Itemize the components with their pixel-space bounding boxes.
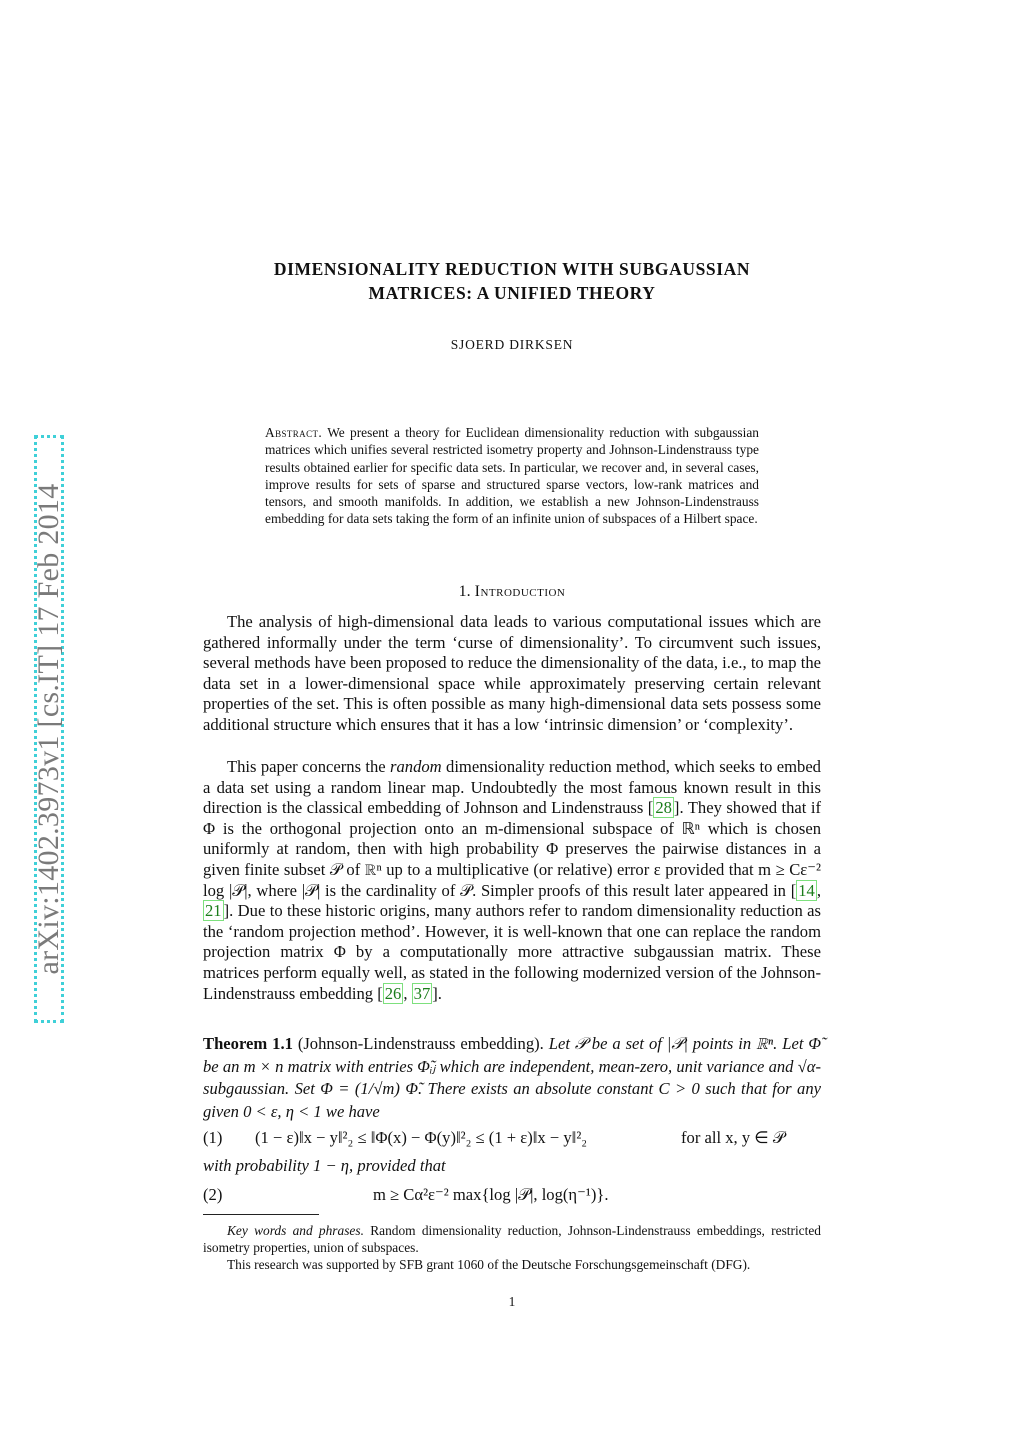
para2-c: . They showed that if Φ is the orthogonal projection onto an m-dimensional subspace of ℝⁿ which is chosen uniformly at random, then with high probability Φ preserves the pairwise distances in a given finite subset 𝒫 of ℝⁿ up to a multiplicative (or relative) error ε provided that m ≥ Cε⁻² log |𝒫|, where |𝒫| is the cardinality of 𝒫. Simpler proofs of this result later appeared in [203, 798, 821, 900]
paragraph-2 [203, 757, 821, 1004]
author: SJOERD DIRKSEN [450, 337, 574, 352]
title-line-1: DIMENSIONALITY REDUCTION WITH SUBGAUSSIAN [273, 259, 751, 279]
footnote-funding-text: This research was supported by SFB grant 1060 of the Deutsche Forschungsgemeinschaft (DFG). [227, 1257, 751, 1272]
equation-2-expr: m ≥ Cα²ε⁻² max{log |𝒫|, log(η⁻¹)}. [373, 1185, 609, 1204]
footnote-keywords-label: Key words and phrases. [227, 1223, 364, 1238]
theorem-1-1 [203, 1033, 821, 1123]
arxiv-stamp-text: arXiv:1402.3973v1 [cs.IT] 17 Feb 2014 [32, 483, 65, 975]
equation-1-number: (1) [203, 1128, 223, 1147]
paragraph-2-text: This paper concerns the random dimensionality reduction method, which seeks to embed a data set using a random linear map. Undoubtedly the most famous known result in this direction is the classical embedding of Johnson and Lindenstrauss [ 28 ]. They showed that if Φ is the orthogonal projection onto an m-dimensional subspace of ℝⁿ which is chosen uniformly at random, then with high probability Φ preserves the pairwise distances in a given finite subset 𝒫 of ℝⁿ up to a multiplicative (or relative) error ε provided that m ≥ Cε⁻² log |𝒫|, where |𝒫| is the cardinality of 𝒫. Simpler proofs of this result later appeared in [ 14 , 21 ]. Due to these historic origins, many authors refer to random dimensionality reduction as the ‘random projection method’. However, it is well-known that one can replace the random projection matrix Φ by a computationally more attractive subgaussian matrix. These matrices perform equally well, as stated in the following modernized version of the Johnson-Lindenstrauss embedding [ 26 , 37 ]. [203, 757, 821, 1003]
theorem-text: Let 𝒫 be a set of |𝒫| points in ℝⁿ. Let Φ̃ be an m × n matrix with entries Φ̃ᵢⱼ which are independent, mean-zero, unit variance and √α-subgaussian. Set Φ = (1/√m) Φ̃. There exists an absolute constant C > 0 such that for any given 0 < ε, η < 1 we have [203, 1034, 821, 1121]
citation-link[interactable]: 14 [798, 880, 815, 900]
equation-1-condition: for all x, y ∈ 𝒫 [681, 1128, 785, 1147]
citation-link[interactable]: 21 [205, 901, 222, 921]
title-line-2: MATRICES: A UNIFIED THEORY [368, 283, 656, 303]
abstract-label: Abstract. [265, 425, 323, 440]
theorem-label: Theorem 1.1 [203, 1034, 293, 1053]
para2-d: . Due to these historic origins, many authors refer to random dimensionality reduction as the ‘random projection method’. However, it is well-known that one can replace the random projection matrix Φ by a computationally more attractive subgaussian matrix. These matrices perform equally well, as stated in the following modernized version of the Johnson-Lindenstrauss embedding [203, 901, 821, 1003]
abstract-text: We present a theory for Euclidean dimensionality reduction with subgaussian matrices which unifies several restricted isometry property and Johnson-Lindenstrauss type results obtained earlier for specific data sets. In particular, we recover and, in several cases, improve results for sets of sparse and structured sparse vectors, low-rank matrices and tensors, and smooth manifolds. In addition, we establish a new Johnson-Lindenstrauss embedding for data sets taking the form of an infinite union of subspaces of a Hilbert space. [265, 425, 760, 527]
footnote-rule [203, 1214, 319, 1215]
para2-b: dimensionality reduction method, which seeks to embed a data set using a random linear map. Undoubtedly the most famous known result in this direction is the classical embedding of Johnson and Lindenstrauss [203, 757, 821, 818]
citation-link[interactable]: 37 [413, 983, 431, 1003]
equation-2-number: (2) [203, 1185, 223, 1204]
footnote-keywords-text: Random dimensionality reduction, Johnson-Lindenstrauss embeddings, restricted isometry properties, union of subspaces. [203, 1223, 821, 1255]
citation-link[interactable]: 26 [384, 983, 402, 1003]
section-number: 1. [458, 583, 471, 600]
footnote-funding [203, 1256, 821, 1273]
para2-e: . [437, 983, 442, 1003]
with-probability-text: with probability 1 − η, provided that [203, 1156, 446, 1175]
arxiv-stamp [34, 435, 64, 1023]
section-title: Introduction [474, 583, 566, 600]
theorem-name: (Johnson-Lindenstrauss embedding). [297, 1034, 544, 1053]
paragraph-1-text: The analysis of high-dimensional data leads to various computational issues which are gathered informally under the term ‘curse of dimensionality’. To circumvent such issues, several methods have been proposed to reduce the dimensionality of the data, i.e., to map the data set in a lower-dimensional space while approximately preserving certain relevant properties of the set. This is often possible as many high-dimensional data sets possess some additional structure which ensures that it has a low ‘intrinsic dimension’ or ‘complexity’. [203, 612, 821, 734]
paragraph-1 [203, 612, 821, 736]
abstract [265, 424, 759, 528]
footnote-keywords [203, 1222, 821, 1256]
para2-emph-random: random [390, 757, 442, 776]
page-number: 1 [508, 1294, 516, 1309]
citation-link[interactable]: 28 [655, 798, 672, 818]
para2-a: This paper concerns the [227, 757, 386, 776]
equation-1-expr: (1 − ε)‖x − y‖²₂ ≤ ‖Φ(x) − Φ(y)‖²₂ ≤ (1 + ε)‖x − y‖²₂ [255, 1128, 588, 1147]
paper-title [0, 257, 1024, 305]
section-heading [0, 583, 1024, 601]
